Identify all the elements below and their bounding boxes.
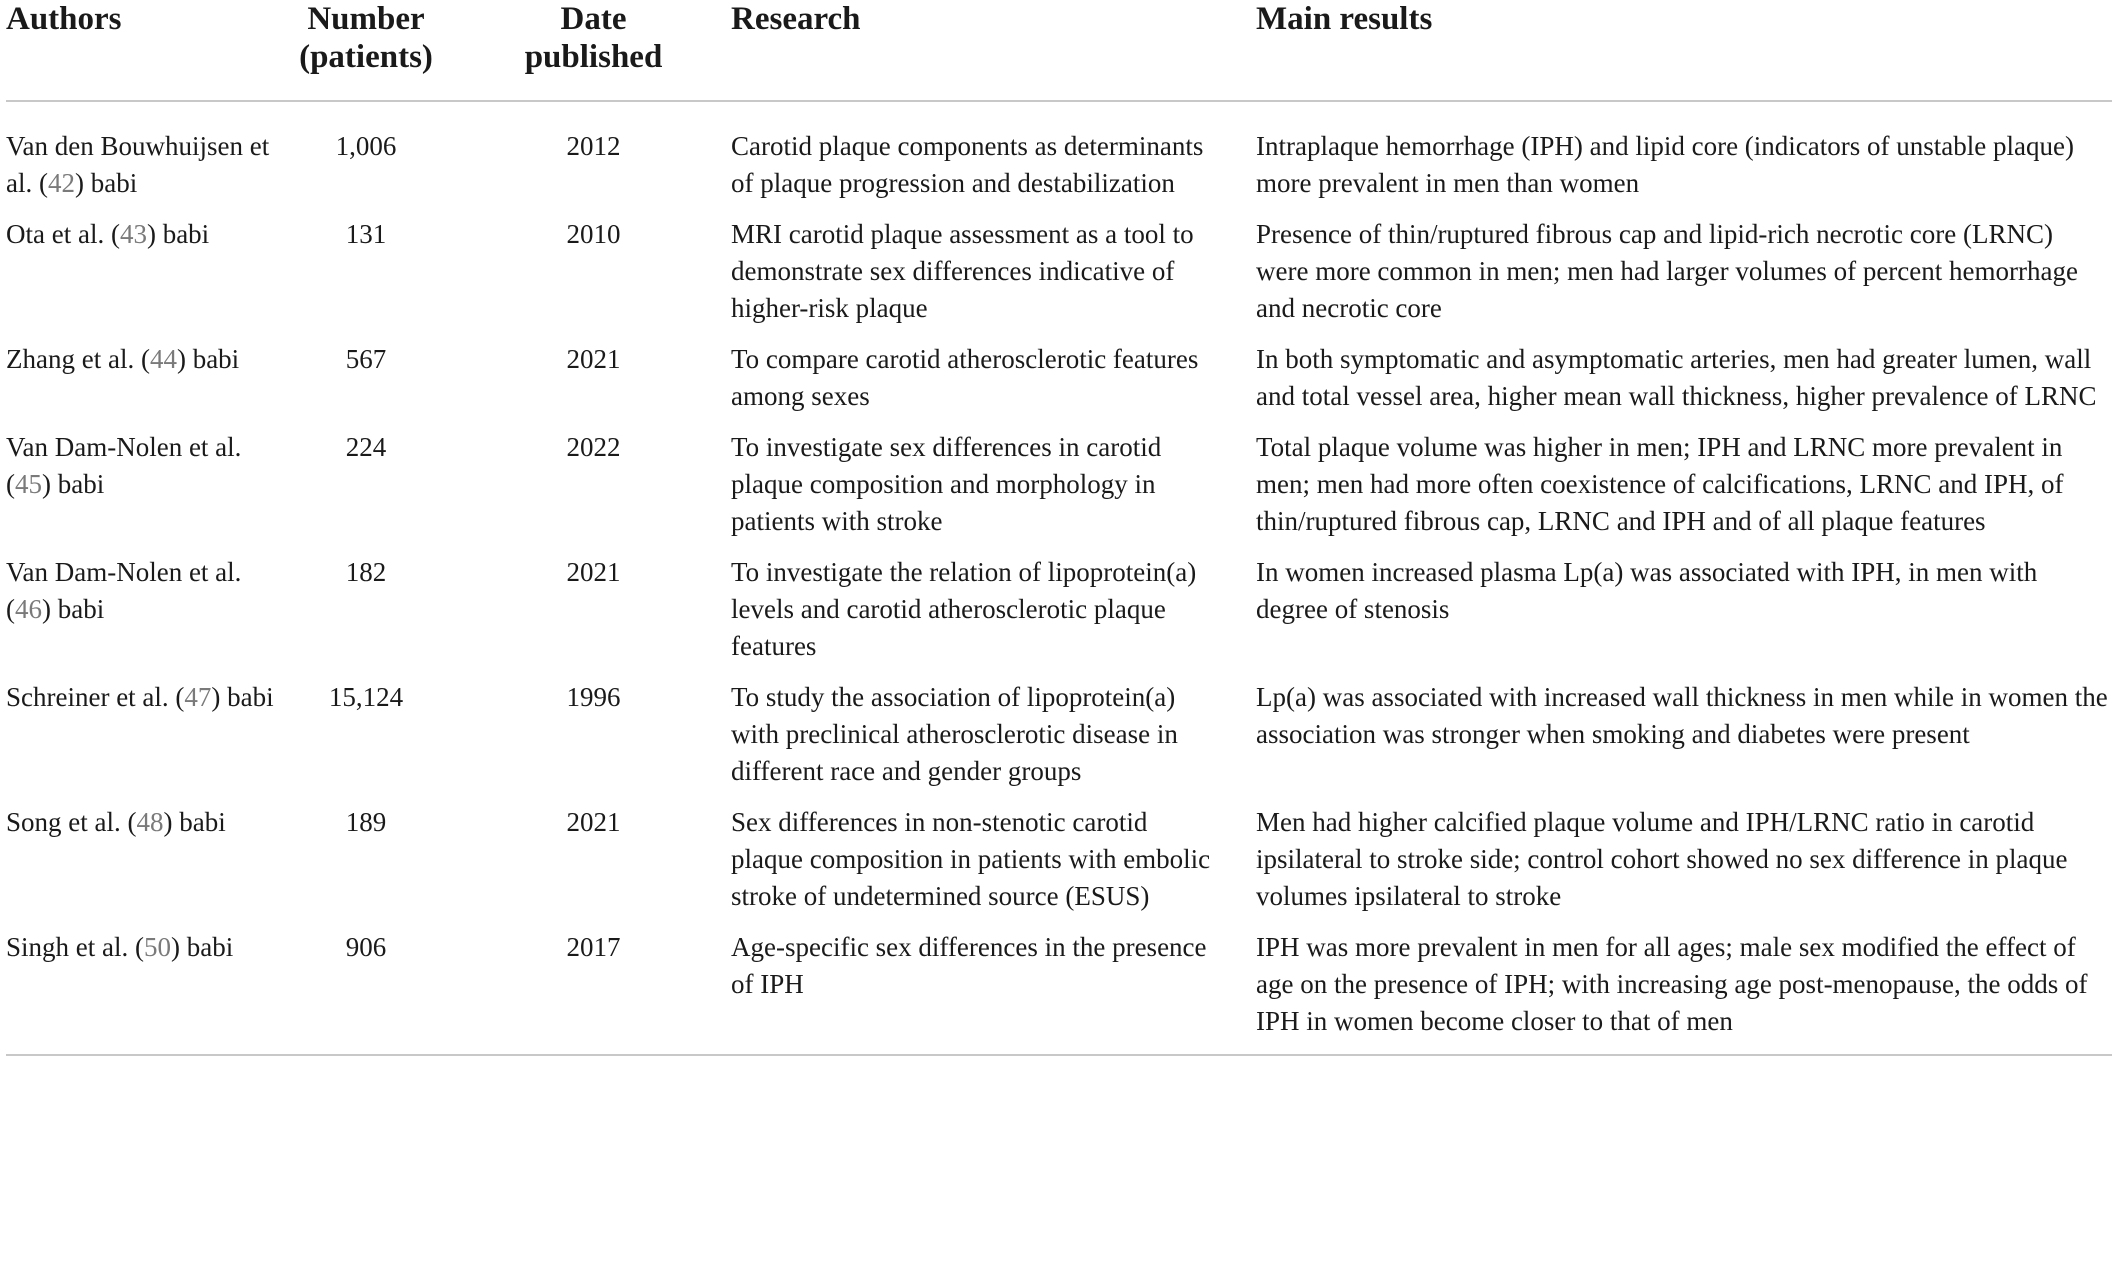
cell-research: To investigate the relation of lipoprotein(a) levels and carotid atherosclerotic plaque features	[731, 557, 1197, 661]
reference-link[interactable]: 45	[15, 469, 42, 499]
table-row	[6, 341, 2112, 429]
authors-text: Song et al. (	[6, 807, 137, 837]
table-row	[6, 101, 2112, 216]
header-number	[276, 0, 456, 101]
header-row	[6, 0, 2112, 101]
cell-number: 1,006	[335, 131, 397, 161]
cell-number: 906	[276, 929, 456, 1055]
authors-suffix: ) babi	[170, 932, 234, 962]
reference-link[interactable]: 42	[47, 168, 75, 198]
cell-date: 2021	[566, 344, 621, 374]
header-authors: Authors	[6, 0, 276, 101]
cell-research: To compare carotid atherosclerotic features among sexes	[731, 344, 1199, 411]
cell-authors	[6, 554, 276, 679]
authors-suffix: ) babi	[211, 682, 274, 712]
reference-link[interactable]: 48	[136, 807, 164, 837]
table-row	[6, 216, 2112, 341]
table-row	[6, 679, 2112, 804]
authors-text: Singh et al. (	[6, 932, 144, 962]
authors-text: Van den Bouwhuijsen et al. (	[6, 131, 270, 198]
table-row	[6, 929, 2112, 1055]
authors-suffix: ) babi	[163, 807, 226, 837]
authors-text: Van Dam-Nolen et al. (	[6, 557, 242, 624]
cell-date: 2012	[566, 131, 621, 161]
cell-research: Carotid plaque components as determinants of plaque progression and destabilization	[731, 131, 1204, 198]
cell-authors	[6, 216, 276, 341]
cell-research: Age-specific sex differences in the presence of IPH	[731, 929, 1256, 1055]
authors-text: Ota et al. (	[6, 219, 120, 249]
cell-results: IPH was more prevalent in men for all ages; male sex modified the effect of age on the presence of IPH; with increasing age post-menopause, the odds of IPH in women become closer to that of men	[1256, 929, 2112, 1055]
authors-suffix: ) babi	[146, 219, 210, 249]
cell-number: 131	[345, 219, 387, 249]
reference-link[interactable]: 47	[184, 682, 212, 712]
authors-text: Zhang et al. (	[6, 344, 150, 374]
table-row	[6, 554, 2112, 679]
cell-research: MRI carotid plaque assessment as a tool to demonstrate sex differences indicative of higher-risk plaque	[731, 219, 1194, 323]
cell-authors	[6, 804, 276, 929]
reference-link[interactable]: 44	[149, 344, 177, 374]
authors-suffix: ) babi	[74, 168, 138, 198]
cell-results: Total plaque volume was higher in men; IPH and LRNC more prevalent in men; men had more often coexistence of calcifications, LRNC and IPH, of thin/ruptured fibrous cap, LRNC and IPH and of all plaque features	[1256, 432, 2064, 536]
cell-number: 567	[345, 344, 387, 374]
cell-results: In women increased plasma Lp(a) was associated with IPH, in men with degree of stenosis	[1256, 557, 2038, 624]
authors-text: Van Dam-Nolen et al. (	[6, 432, 242, 499]
cell-results: Lp(a) was associated with increased wall thickness in men while in women the association was stronger when smoking and diabetes were present	[1256, 682, 2108, 749]
header-date	[456, 0, 731, 101]
cell-number: 182	[345, 557, 387, 587]
cell-results: Presence of thin/ruptured fibrous cap and lipid-rich necrotic core (LRNC) were more common in men; men had larger volumes of percent hemorrhage and necrotic core	[1256, 219, 2078, 323]
cell-authors	[6, 429, 276, 554]
reference-link[interactable]: 50	[143, 932, 171, 962]
reference-link[interactable]: 46	[15, 594, 42, 624]
studies-table	[6, 0, 2112, 1056]
header-number-line1: Number	[307, 1, 425, 37]
cell-research: To investigate sex differences in carotid plaque composition and morphology in patients with stroke	[731, 432, 1162, 536]
authors-suffix: ) babi	[42, 594, 105, 624]
cell-results: In both symptomatic and asymptomatic arteries, men had greater lumen, wall and total vessel area, higher mean wall thickness, higher prevalence of LRNC	[1256, 344, 2097, 411]
table-row	[6, 429, 2112, 554]
header-date-line2: published	[524, 39, 663, 75]
cell-number: 189	[345, 807, 387, 837]
cell-authors	[6, 101, 276, 216]
table-header	[6, 0, 2112, 101]
authors-suffix: ) babi	[42, 469, 105, 499]
cell-date: 1996	[566, 682, 621, 712]
cell-date: 2021	[566, 807, 621, 837]
studies-table-container	[6, 0, 2112, 1056]
cell-results: Men had higher calcified plaque volume and IPH/LRNC ratio in carotid ipsilateral to stroke side; control cohort showed no sex difference in plaque volumes ipsilateral to stroke	[1256, 807, 2068, 911]
cell-authors	[6, 929, 276, 1055]
authors-suffix: ) babi	[176, 344, 240, 374]
cell-research: Sex differences in non-stenotic carotid plaque composition in patients with embolic stroke of undetermined source (ESUS)	[731, 807, 1211, 911]
cell-date: 2017	[456, 929, 731, 1055]
cell-authors	[6, 679, 276, 804]
header-number-line2: (patients)	[299, 39, 433, 75]
cell-date: 2021	[566, 557, 621, 587]
table-body	[6, 101, 2112, 1055]
cell-date: 2022	[566, 432, 621, 462]
cell-date: 2010	[566, 219, 621, 249]
reference-link[interactable]: 43	[119, 219, 147, 249]
cell-number: 224	[345, 432, 387, 462]
cell-authors	[6, 341, 276, 429]
header-results: Main results	[1256, 0, 2112, 101]
authors-text: Schreiner et al. (	[6, 682, 185, 712]
table-row	[6, 804, 2112, 929]
header-date-line1: Date	[560, 1, 627, 37]
cell-results: Intraplaque hemorrhage (IPH) and lipid core (indicators of unstable plaque) more prevalent in men than women	[1256, 131, 2074, 198]
cell-research: To study the association of lipoprotein(a) with preclinical atherosclerotic disease in different race and gender groups	[731, 682, 1178, 786]
header-research: Research	[731, 0, 1256, 101]
cell-number: 15,124	[328, 682, 404, 712]
